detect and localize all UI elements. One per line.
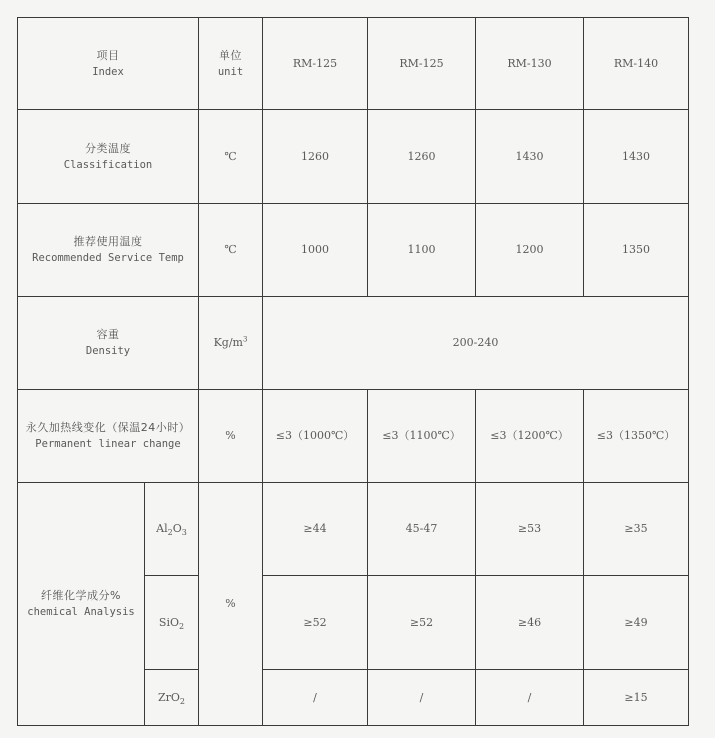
- unit-header-zh: 单位: [219, 48, 243, 62]
- service-temp-label-cell: [18, 204, 199, 297]
- item-header-zh: 项目: [96, 48, 120, 62]
- density-label-en: Density: [85, 345, 131, 357]
- al2o3-value-3: ≥53: [476, 483, 584, 576]
- linear-change-value-4: ≤3（1350℃）: [584, 390, 689, 483]
- chemical-label-zh: 纤维化学成分%: [41, 589, 121, 602]
- grade-header-4: RM-140: [584, 18, 689, 110]
- sio2-value-2: ≥52: [368, 576, 476, 670]
- item-header-cell: [18, 18, 199, 110]
- linear-change-row: [18, 390, 689, 483]
- service-temp-value-4: 1350: [584, 204, 689, 297]
- al2o3-value-4: ≥35: [584, 483, 689, 576]
- zro2-value-1: /: [263, 670, 368, 726]
- sio2-value-4: ≥49: [584, 576, 689, 670]
- service-temp-label-en: Recommended Service Temp: [32, 252, 184, 264]
- service-temp-unit: ℃: [199, 204, 263, 297]
- element-symbol: O: [172, 522, 182, 535]
- al2o3-value-2: 45-47: [368, 483, 476, 576]
- service-temp-row: [18, 204, 689, 297]
- classification-value-2: 1260: [368, 110, 476, 204]
- table-header-row: [18, 18, 689, 110]
- element-subscript: 2: [179, 696, 186, 706]
- classification-value-3: 1430: [476, 110, 584, 204]
- service-temp-value-2: 1100: [368, 204, 476, 297]
- classification-row: [18, 110, 689, 204]
- service-temp-value-3: 1200: [476, 204, 584, 297]
- chemical-element-al2o3: [145, 483, 199, 576]
- density-unit-base: Kg/m: [213, 336, 243, 349]
- element-subscript: 3: [181, 528, 187, 538]
- al2o3-value-1: ≥44: [263, 483, 368, 576]
- classification-label-zh: 分类温度: [85, 141, 131, 155]
- zro2-value-2: /: [368, 670, 476, 726]
- service-temp-label-zh: 推荐使用温度: [73, 235, 143, 248]
- chemical-row-al2o3: [18, 483, 689, 576]
- zro2-value-3: /: [476, 670, 584, 726]
- density-unit-exponent: 3: [242, 335, 248, 344]
- chemical-unit: %: [199, 483, 263, 726]
- unit-header-cell: [199, 18, 263, 110]
- linear-change-label-zh: 永久加热线变化（保温24小时）: [25, 421, 191, 434]
- element-symbol: ZrO: [158, 690, 180, 704]
- linear-change-label-en: Permanent linear change: [35, 438, 181, 450]
- grade-header-3: RM-130: [476, 18, 584, 110]
- chemical-label-cell: [18, 483, 145, 726]
- element-subscript: 2: [179, 621, 185, 631]
- linear-change-value-3: ≤3（1200℃）: [476, 390, 584, 483]
- service-temp-value-1: 1000: [263, 204, 368, 297]
- zro2-value-4: ≥15: [584, 670, 689, 726]
- density-label-cell: [18, 297, 199, 390]
- linear-change-value-2: ≤3（1100℃）: [368, 390, 476, 483]
- density-label-zh: 容重: [96, 328, 120, 341]
- chemical-element-zro2: [145, 670, 199, 726]
- linear-change-unit: %: [199, 390, 263, 483]
- classification-label-cell: [18, 110, 199, 204]
- product-spec-table: [17, 17, 689, 726]
- linear-change-value-1: ≤3（1000℃）: [263, 390, 368, 483]
- grade-header-1: RM-125: [263, 18, 368, 110]
- classification-label-en: Classification: [63, 158, 153, 171]
- chemical-element-sio2: [145, 576, 199, 670]
- classification-unit: ℃: [199, 110, 263, 204]
- grade-header-2: RM-125: [368, 18, 476, 110]
- density-row: [18, 297, 689, 390]
- unit-header-en: unit: [217, 65, 244, 78]
- sio2-value-1: ≥52: [263, 576, 368, 670]
- chemical-label-en: chemical Analysis: [27, 606, 135, 618]
- element-subscript: 2: [167, 528, 173, 538]
- density-unit: [199, 297, 263, 390]
- linear-change-label-cell: [18, 390, 199, 483]
- element-symbol: SiO: [158, 615, 179, 629]
- item-header-en: Index: [92, 65, 124, 78]
- sio2-value-3: ≥46: [476, 576, 584, 670]
- density-value: 200-240: [263, 297, 689, 390]
- classification-value-4: 1430: [584, 110, 689, 204]
- classification-value-1: 1260: [263, 110, 368, 204]
- element-symbol: Al: [156, 522, 168, 535]
